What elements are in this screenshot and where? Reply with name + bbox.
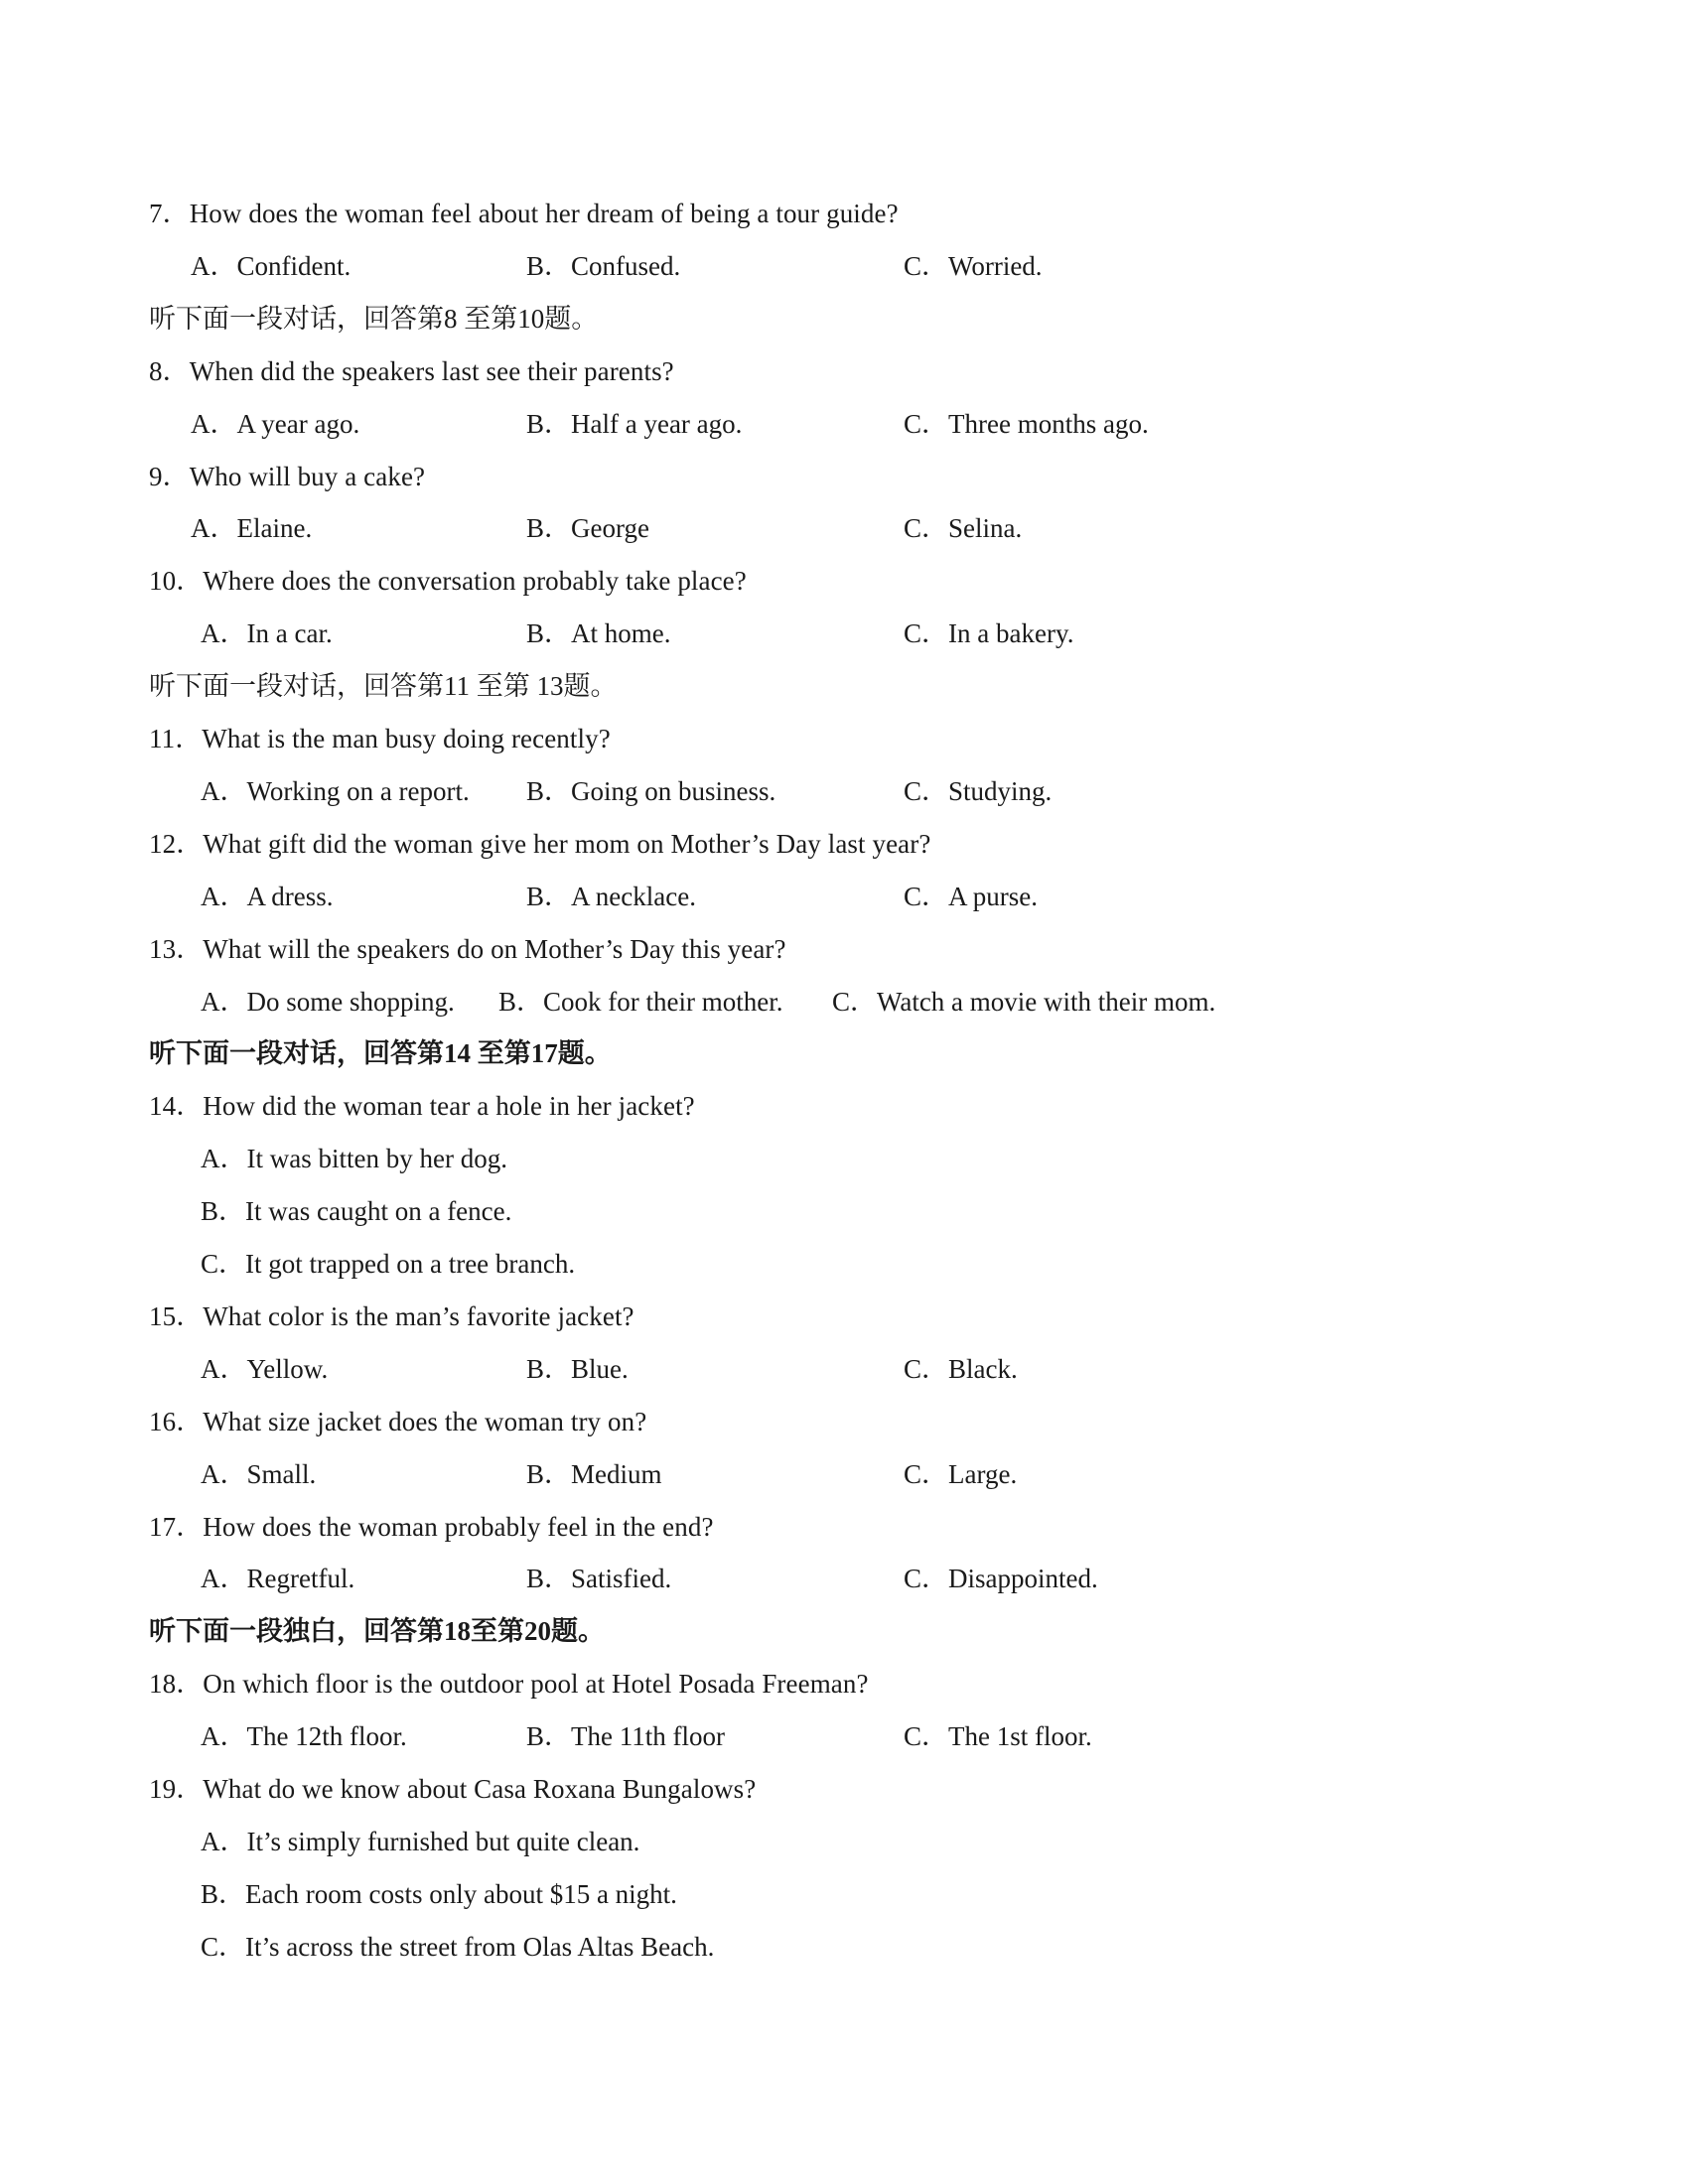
option-row	[0, 246, 1688, 286]
answer-option: C．Disappointed.	[904, 1564, 1098, 1594]
option-row	[0, 982, 1688, 1022]
section-instruction: 听下面一段对话，回答第8 至第10题。	[149, 303, 599, 334]
option-row	[0, 1244, 1688, 1284]
answer-option: C．Selina.	[904, 513, 1023, 544]
answer-option: C．The 1st floor.	[904, 1721, 1092, 1752]
answer-option: B．Each room costs only about $15 a night.	[201, 1878, 677, 1909]
question-text: 15．What color is the man’s favorite jacket?	[149, 1300, 634, 1331]
answer-option: B．It was caught on a fence.	[201, 1196, 512, 1227]
answer-option: A．It was bitten by her dog.	[201, 1144, 507, 1174]
question-text: 19．What do we know about Casa Roxana Bungalows?	[149, 1774, 757, 1804]
option-row	[0, 1139, 1688, 1178]
option-row	[0, 1822, 1688, 1861]
answer-option: C．Watch a movie with their mom.	[832, 986, 1216, 1017]
question-text: 12．What gift did the woman give her mom on Mother’s Day last year?	[149, 828, 931, 859]
section-instruction: 听下面一段对话，回答第11 至第 13题。	[149, 671, 618, 702]
answer-option: A．Small.	[201, 1458, 317, 1489]
answer-option: A．It’s simply furnished but quite clean.	[201, 1826, 640, 1856]
answer-option: B．Confused.	[526, 250, 681, 281]
answer-option: C．Three months ago.	[904, 408, 1149, 439]
answer-option: C．Large.	[904, 1458, 1018, 1489]
option-row	[0, 404, 1688, 444]
answer-option: C．A purse.	[904, 881, 1038, 911]
question-text: 13．What will the speakers do on Mother’s Day this year?	[149, 933, 786, 964]
answer-option: B．Medium	[526, 1458, 662, 1489]
answer-option: B．George	[526, 513, 649, 544]
answer-option: B．Satisfied.	[526, 1564, 672, 1594]
question-text: 8．When did the speakers last see their parents?	[149, 355, 674, 386]
question-text: 18．On which floor is the outdoor pool at Hotel Posada Freeman?	[149, 1669, 869, 1700]
answer-option: A．In a car.	[201, 618, 333, 649]
answer-option: B．The 11th floor	[526, 1721, 725, 1752]
option-row	[0, 614, 1688, 653]
option-row	[0, 1454, 1688, 1494]
question-text: 11．What is the man busy doing recently?	[149, 724, 611, 753]
option-row	[0, 1927, 1688, 1967]
answer-option: A．Working on a report.	[201, 775, 470, 806]
answer-option: C．Studying.	[904, 775, 1053, 806]
answer-option: A．Yellow.	[201, 1353, 329, 1384]
answer-option: B．Going on business.	[526, 775, 776, 806]
answer-option: C．In a bakery.	[904, 618, 1074, 649]
question-text: 17．How does the woman probably feel in the end?	[149, 1511, 714, 1542]
answer-option: C．Worried.	[904, 250, 1043, 281]
option-row	[0, 877, 1688, 916]
answer-option: A．Elaine.	[191, 513, 313, 544]
question-text: 10．Where does the conversation probably take place?	[149, 566, 747, 597]
question-text: 9．Who will buy a cake?	[149, 461, 426, 491]
answer-option: A．The 12th floor.	[201, 1721, 407, 1752]
answer-option: B．Cook for their mother.	[498, 986, 783, 1017]
option-row	[0, 1874, 1688, 1914]
answer-option: A．Do some shopping.	[201, 986, 455, 1017]
answer-option: C．It got trapped on a tree branch.	[201, 1249, 576, 1279]
section-instruction: 听下面一段独白，回答第18至第20题。	[149, 1616, 605, 1647]
answer-option: A．A dress.	[201, 881, 334, 911]
answer-option: B．A necklace.	[526, 881, 696, 911]
answer-option: B．At home.	[526, 618, 671, 649]
option-row	[0, 1349, 1688, 1389]
option-row	[0, 771, 1688, 811]
option-row	[0, 1716, 1688, 1756]
option-row	[0, 1191, 1688, 1231]
answer-option: A．Regretful.	[201, 1564, 355, 1594]
question-text: 7．How does the woman feel about her dream of being a tour guide?	[149, 199, 899, 228]
answer-option: A．Confident.	[191, 250, 352, 281]
question-text: 16．What size jacket does the woman try on?	[149, 1406, 647, 1436]
answer-option: B．Blue.	[526, 1353, 629, 1384]
answer-option: B．Half a year ago.	[526, 408, 743, 439]
answer-option: C．Black.	[904, 1353, 1018, 1384]
option-row	[0, 1559, 1688, 1598]
section-instruction: 听下面一段对话，回答第14 至第17题。	[149, 1038, 612, 1069]
answer-option: A．A year ago.	[191, 408, 360, 439]
question-text: 14．How did the woman tear a hole in her jacket?	[149, 1091, 695, 1122]
answer-option: C．It’s across the street from Olas Altas Beach.	[201, 1931, 715, 1962]
option-row	[0, 508, 1688, 548]
